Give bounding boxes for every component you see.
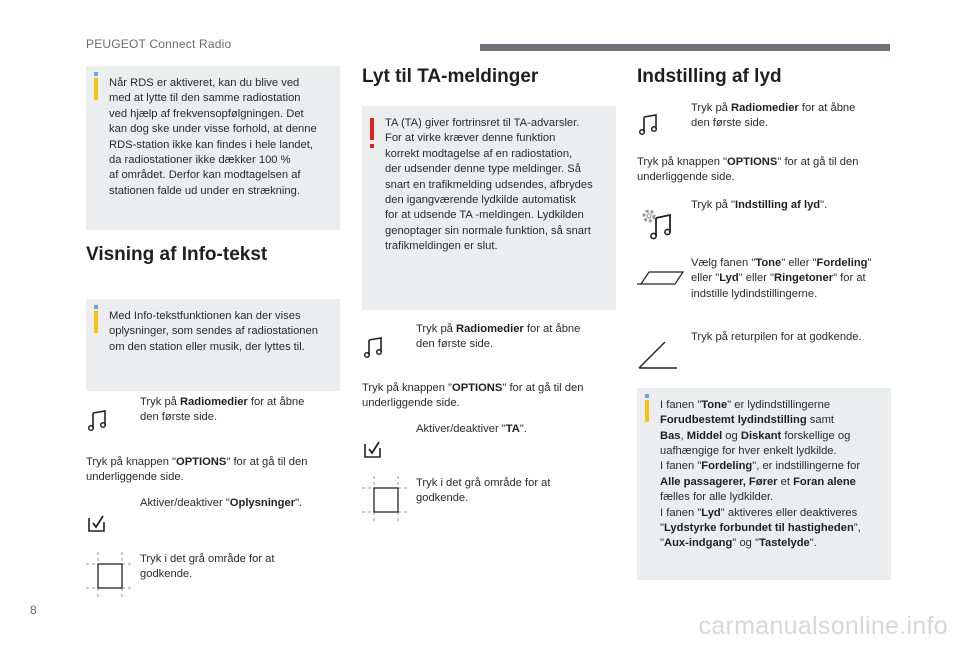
- checkbox-icon: [362, 438, 384, 460]
- step-text: " eller ": [691, 256, 872, 285]
- note-bold: Lydstyrke forbundet til hastigheden: [663, 522, 854, 535]
- step-text: ".: [295, 496, 303, 509]
- step-text: " for at indstille lydindstillingerne.: [691, 272, 866, 300]
- ta-warning-box: [362, 106, 616, 310]
- sound-settings-note-box: [637, 388, 891, 580]
- note-bold: Diskant: [740, 429, 782, 442]
- checkbox-icon: [86, 512, 108, 534]
- column-3: [637, 66, 891, 580]
- grey-area-icon: [362, 476, 408, 524]
- step-text: Tryk på: [691, 102, 731, 114]
- grey-area-icon: [86, 552, 132, 600]
- step-bold: Radiomedier: [180, 396, 248, 408]
- step-text: for at åbne den første side.: [140, 396, 305, 424]
- heading-sound-settings: Indstilling af lyd: [637, 66, 782, 87]
- note-text: et: [777, 475, 794, 488]
- options-paragraph: [362, 381, 616, 412]
- para-bold: OPTIONS: [176, 456, 227, 468]
- step-bold: Tone: [755, 256, 782, 269]
- note-bold: Middel: [686, 429, 723, 442]
- back-arrow-icon: [637, 340, 679, 370]
- step-bold: Radiomedier: [731, 102, 799, 114]
- note-bold: Aux-indgang: [663, 537, 733, 550]
- step-bold: TA: [505, 422, 520, 435]
- step-text: Tryk på ": [691, 198, 735, 211]
- note-text: og: [722, 429, 741, 442]
- info-marker-icon: [645, 400, 649, 422]
- step-bold: Oplysninger: [229, 496, 296, 509]
- note-text: ,: [680, 429, 687, 442]
- note-bold: Alle passagerer, Fører: [660, 475, 778, 488]
- settings-music-icon: [637, 206, 677, 240]
- note-bold: Foran alene: [793, 475, 856, 488]
- step-bold: Ringetoner: [774, 272, 834, 285]
- step-text: Tryk på returpilen for at godkende.: [691, 330, 862, 343]
- step-text: " eller ": [781, 256, 817, 269]
- note-text: I fanen ": [660, 398, 702, 411]
- rds-note-box: [86, 66, 340, 230]
- step-toggle-ta: [362, 422, 616, 472]
- step-toggle-info: [86, 496, 340, 546]
- step-text: Tryk i det grå område for at godkende.: [140, 552, 275, 581]
- page-number: 8: [30, 603, 37, 617]
- step-text: Tryk på: [416, 323, 456, 335]
- options-paragraph: [637, 155, 891, 186]
- step-text: Aktiver/deaktiver ": [416, 422, 506, 435]
- step-text: ".: [519, 422, 527, 435]
- header-bar: [480, 44, 890, 51]
- para-bold: OPTIONS: [727, 156, 778, 168]
- note-text: ".: [809, 537, 817, 550]
- info-text-note: Med Info-tekstfunktionen kan der vises oplysninger, som sendes af radiostationen om den station eller musik, der lyttes til.: [109, 310, 318, 353]
- step-open-radiomedia: [637, 101, 891, 149]
- para-text: " for at gå til den underliggende side.: [86, 456, 308, 484]
- step-text: Tryk i det grå område for at godkende.: [416, 476, 551, 505]
- step-text: Vælg fanen ": [691, 256, 756, 269]
- step-open-radiomedia: [362, 322, 616, 372]
- para-bold: OPTIONS: [452, 382, 503, 394]
- music-note-icon: [637, 113, 661, 137]
- step-text: for at åbne den første side.: [691, 102, 856, 130]
- note-bold: Forudbestemt lydindstilling: [660, 414, 807, 427]
- note-text: forskellige og uafhængige for hver enkelt lydkilde. I fanen ": [660, 429, 851, 473]
- step-text: ".: [820, 198, 828, 211]
- step-text: for at åbne den første side.: [416, 323, 581, 351]
- note-bold: Tone: [701, 398, 728, 411]
- info-text-note-box: [86, 299, 340, 391]
- heading-ta: Lyt til TA-meldinger: [362, 66, 539, 87]
- step-bold: Lyd: [719, 272, 739, 285]
- note-text: " er lydindstillingerne: [727, 398, 831, 411]
- step-open-radiomedia: [86, 395, 340, 445]
- step-return: [637, 330, 891, 386]
- step-bold: Indstilling af lyd: [734, 198, 821, 211]
- info-marker-icon: [94, 78, 98, 100]
- para-text: Tryk på knappen ": [86, 456, 176, 468]
- music-note-icon: [362, 336, 386, 360]
- note-bold: Lyd: [701, 506, 721, 519]
- watermark: carmanualsonline.info: [698, 612, 948, 640]
- page-header-title: PEUGEOT Connect Radio: [86, 37, 232, 51]
- step-bold: Fordeling: [816, 256, 868, 269]
- column-2: [362, 66, 616, 526]
- step-select-tab: [637, 256, 891, 326]
- note-text: " aktiveres eller deaktiveres ": [660, 506, 858, 535]
- step-tap-grey-area: [86, 552, 340, 602]
- note-text: ", ": [660, 522, 861, 550]
- step-sound-settings: [637, 198, 891, 252]
- options-paragraph: [86, 455, 340, 486]
- note-text: " og ": [732, 537, 759, 550]
- note-text: ", er indstillingerne for: [752, 460, 861, 473]
- sound-settings-note: [660, 398, 881, 552]
- step-text: Aktiver/deaktiver ": [140, 496, 230, 509]
- note-text: fælles for alle lydkilder. I fanen ": [660, 491, 774, 519]
- ta-warning-text: TA (TA) giver fortrinsret til TA-advarsler. For at virke kræver denne funktion korrekt modtagelse af en radiostation, der udsender denne type meldinger. Så snart en trafikmelding udsendes, afbrydes den igangværende lydkilde automatisk for at udsende TA -meldingen. Lydkilden genoptager sin normale funktion, så snart trafikmeldingen er slut.: [385, 117, 593, 253]
- para-text: Tryk på knappen ": [637, 156, 727, 168]
- column-1: [86, 66, 340, 602]
- step-text: Tryk på: [140, 396, 180, 408]
- note-bold: Bas: [660, 429, 681, 442]
- step-bold: Radiomedier: [456, 323, 524, 335]
- note-bold: Fordeling: [701, 460, 753, 473]
- para-text: " for at gå til den underliggende side.: [362, 382, 584, 410]
- step-text: " eller ": [738, 272, 775, 285]
- rds-note-text: Når RDS er aktiveret, kan du blive ved med at lytte til den samme radiostation ved hjælp af frekvensopfølgningen. Det kan dog ske under visse forhold, at denne RDS-station ikke kan findes i hele landet, da radiostationer ikke dækker 100 % af området. Derfor kan modtagelsen af stationen falde ud under en strækning.: [109, 77, 317, 197]
- tab-icon: [637, 270, 685, 286]
- heading-info-text: Visning af Info-tekst: [86, 244, 268, 265]
- para-text: " for at gå til den underliggende side.: [637, 156, 859, 184]
- warning-marker-icon: [370, 118, 374, 140]
- music-note-icon: [86, 409, 110, 433]
- note-bold: Tastelyde: [758, 537, 810, 550]
- info-marker-icon: [94, 311, 98, 333]
- para-text: Tryk på knappen ": [362, 382, 452, 394]
- note-text: samt: [809, 414, 835, 427]
- step-tap-grey-area: [362, 476, 616, 526]
